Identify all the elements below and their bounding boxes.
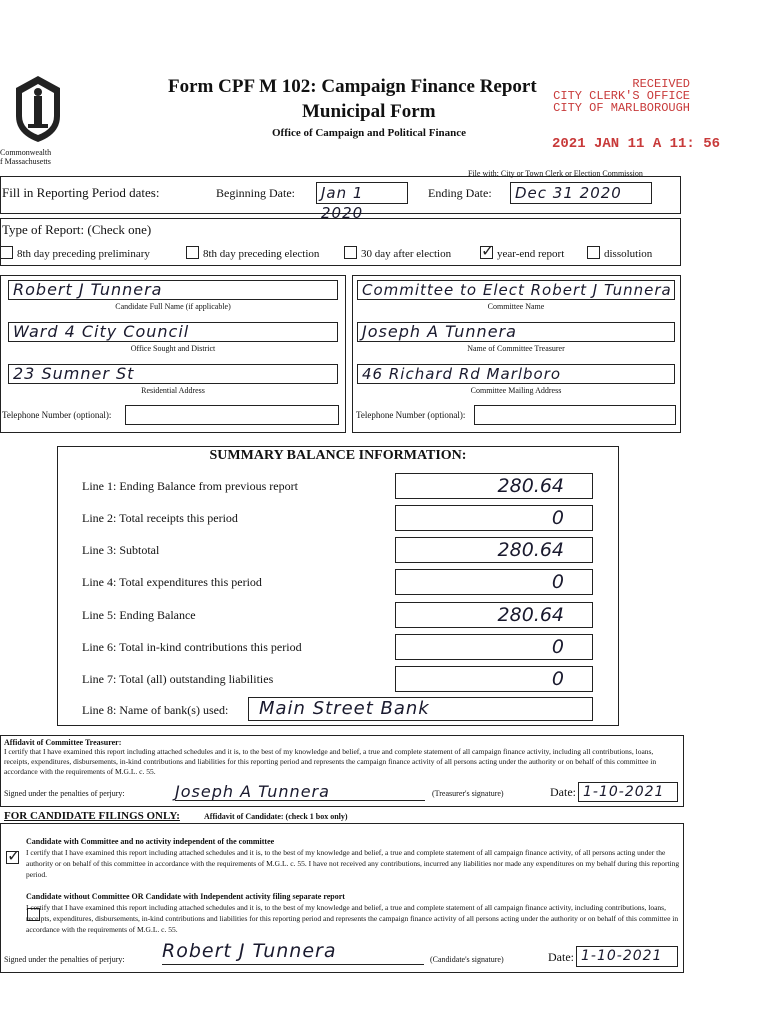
candidate-sig-caption: (Candidate's signature) (430, 955, 504, 964)
committee-phone-field[interactable] (474, 405, 676, 425)
summary-line-6-label: Line 6: Total in-kind contributions this period (82, 640, 302, 654)
option1-title: Candidate with Committee and no activity independent of the committee (26, 837, 275, 846)
candidate-date-field[interactable]: 1-10-2021 (576, 946, 678, 967)
ending-date-field[interactable]: Dec 31 2020 (510, 182, 652, 204)
committee-name-caption: Committee Name (487, 302, 545, 311)
checkbox[interactable] (0, 246, 13, 259)
candidate-date-label: Date: (548, 950, 574, 964)
committee-phone-label: Telephone Number (optional): (356, 410, 466, 420)
checkbox-checked[interactable] (480, 246, 493, 259)
committee-name-field[interactable]: Committee to Elect Robert J Tunnera (357, 280, 675, 300)
option1-checkbox[interactable] (6, 851, 19, 864)
treasurer-signed-label: Signed under the penalties of perjury: (4, 789, 125, 798)
summary-line-1-value[interactable]: 280.64 (395, 473, 593, 499)
treasurer-date-label: Date: (550, 785, 576, 799)
summary-line-4-value[interactable]: 0 (395, 569, 593, 595)
office-field[interactable]: Ward 4 City Council (8, 322, 338, 342)
residential-address-caption: Residential Address (141, 386, 205, 395)
period-label: Fill in Reporting Period dates: (2, 185, 160, 200)
candidate-phone-field[interactable] (125, 405, 339, 425)
candidate-filings-subtitle: Affidavit of Candidate: (check 1 box only) (204, 812, 348, 821)
summary-line-3-label: Line 3: Subtotal (82, 543, 160, 557)
stamp-date: 2021 JAN 11 A 11: 56 (552, 136, 721, 152)
option-8th-election[interactable]: 8th day preceding election (186, 246, 319, 260)
checkbox[interactable] (344, 246, 357, 259)
commonwealth-label: Commonwealth f Massachusetts (0, 148, 52, 166)
bank-label: Line 8: Name of bank(s) used: (82, 703, 229, 717)
option-dissolution[interactable]: dissolution (587, 246, 652, 260)
beginning-date-label: Beginning Date: (216, 186, 295, 200)
committee-address-caption: Committee Mailing Address (470, 386, 562, 395)
residential-address-field[interactable]: 23 Sumner St (8, 364, 338, 384)
summary-title: SUMMARY BALANCE INFORMATION: (209, 448, 467, 463)
summary-line-2-value[interactable]: 0 (395, 505, 593, 531)
bank-field[interactable]: Main Street Bank (248, 697, 593, 721)
office-caption: Office Sought and District (130, 344, 216, 353)
treasurer-signature: Joseph A Tunnera (175, 782, 425, 801)
treasurer-name-field[interactable]: Joseph A Tunnera (357, 322, 675, 342)
option-year-end[interactable]: ✓ year-end report (480, 246, 564, 260)
ending-date-label: Ending Date: (428, 186, 492, 200)
candidate-name-field[interactable]: Robert J Tunnera (8, 280, 338, 300)
checkbox[interactable] (186, 246, 199, 259)
summary-line-6-value[interactable]: 0 (395, 634, 593, 660)
treasurer-date-field[interactable]: 1-10-2021 (578, 782, 678, 802)
summary-line-1-label: Line 1: Ending Balance from previous report (82, 479, 298, 493)
candidate-signed-label: Signed under the penalties of perjury: (4, 955, 125, 964)
form-title: Form CPF M 102: Campaign Finance Report (168, 76, 537, 97)
candidate-filings-title: FOR CANDIDATE FILINGS ONLY: (4, 810, 180, 822)
checkbox[interactable] (587, 246, 600, 259)
file-with: File with: City or Town Clerk or Election Commission (468, 169, 643, 178)
treasurer-sig-caption: (Treasurer's signature) (432, 789, 504, 798)
state-seal (8, 72, 68, 146)
summary-line-7-label: Line 7: Total (all) outstanding liabilities (82, 672, 274, 686)
summary-line-3-value[interactable]: 280.64 (395, 537, 593, 563)
treasurer-affidavit-title: Affidavit of Committee Treasurer: (4, 738, 122, 747)
candidate-phone-label: Telephone Number (optional): (2, 410, 112, 420)
option2-title: Candidate without Committee OR Candidate with Independent activity filing separate report (26, 892, 345, 901)
form-subtitle: Municipal Form (302, 101, 436, 122)
office-name: Office of Campaign and Political Finance (272, 127, 467, 139)
summary-line-4-label: Line 4: Total expenditures this period (82, 575, 262, 589)
report-type-label: Type of Report: (Check one) (2, 222, 152, 237)
summary-line-7-value[interactable]: 0 (395, 666, 593, 692)
summary-line-5-label: Line 5: Ending Balance (82, 608, 196, 622)
summary-line-5-value[interactable]: 280.64 (395, 602, 593, 628)
beginning-date-field[interactable]: Jan 1 2020 (316, 182, 408, 204)
option2-text: I certify that I have examined this report including attached schedules and it is, to the best of my knowledge and belief, a true and complete statement of all campaign finance activity, including contributions, loans, receipts, expenditures, disbursements, in-kind contributions and liabilities for this reporting period and represents the campaign finance activity of all persons acting under the authority or on behalf of this committee in accordance with the requirements of M.G.L. c. 55. (26, 903, 679, 934)
option1-text: I certify that I have examined this report including attached schedules and it is, to the best of my knowledge and belief, a true and complete statement of all campaign finance activity, of all persons acting under the authority or on behalf of this committee in accordance with the requirements of M.G.L. c. 55. I have not received any contributions, incurred any liabilities nor made any expenditures on my behalf during this reporting period. (26, 848, 680, 879)
option-8th-preliminary[interactable]: 8th day preceding preliminary (0, 246, 150, 260)
candidate-name-caption: Candidate Full Name (if applicable) (115, 302, 231, 311)
treasurer-affidavit-text: I certify that I have examined this report including attached schedules and it is, to the best of my knowledge and belief, a true and complete statement of all campaign finance activity, including all contributions, loans, receipts, expenditures, disbursements, in-kind contributions and liabilities for this reporting period and represents the campaign finance activity of all persons acting under the authority or on behalf of this committee in accordance with the requirements of M.G.L. c. 55. (4, 747, 657, 776)
received-stamp: RECEIVED CITY CLERK'S OFFICE CITY OF MARLBOROUGH (553, 77, 690, 115)
committee-address-field[interactable]: 46 Richard Rd Marlboro (357, 364, 675, 384)
option-30-day[interactable]: 30 day after election (344, 246, 451, 260)
treasurer-name-caption: Name of Committee Treasurer (467, 344, 565, 353)
candidate-signature: Robert J Tunnera (162, 940, 424, 965)
summary-line-2-label: Line 2: Total receipts this period (82, 511, 238, 525)
